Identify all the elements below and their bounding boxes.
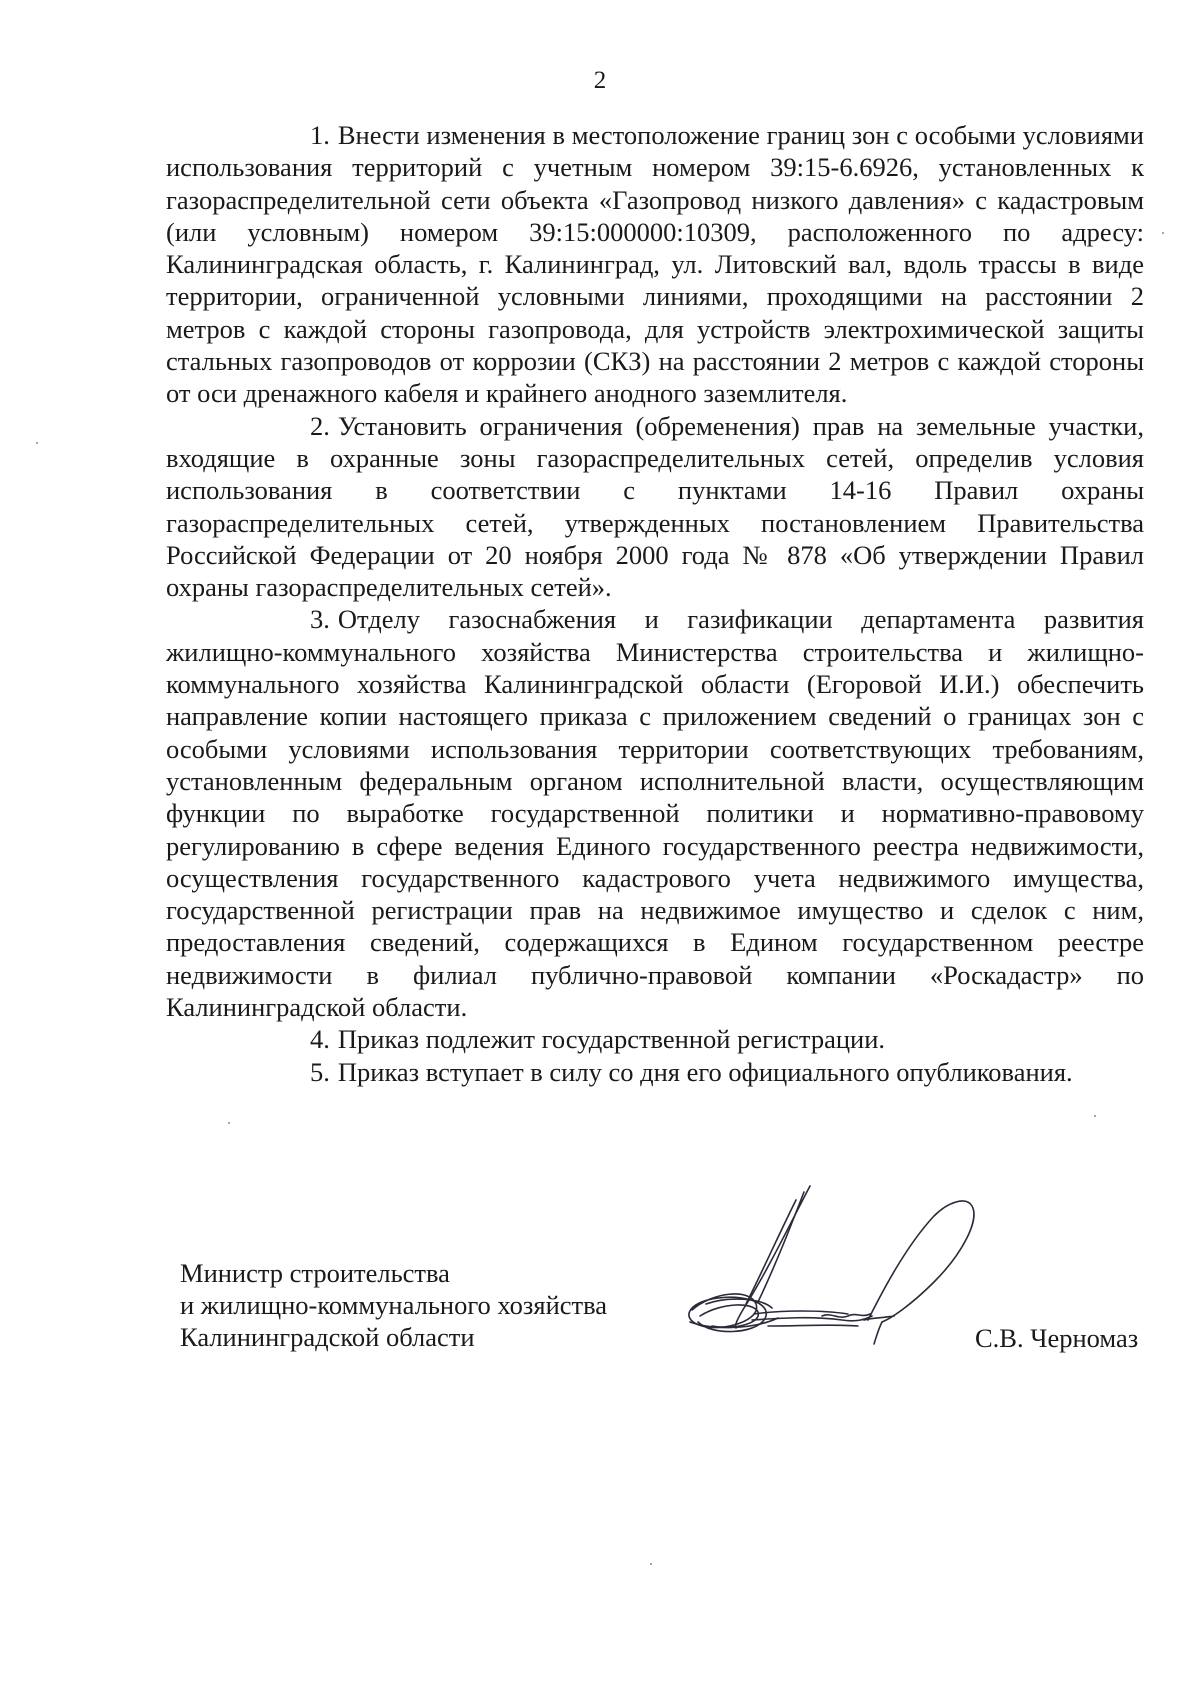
item-text: Приказ подлежит государственной регистрации.: [337, 1024, 886, 1055]
signatory-title-line: Министр строительства: [180, 1258, 450, 1288]
item-number: 2.: [310, 410, 330, 441]
signatory-title: [180, 1257, 607, 1353]
order-body: [166, 119, 1144, 1088]
scan-speck: [1162, 232, 1164, 234]
item-text: Установить ограничения (обременения) прав на земельные участки, входящие в охранные зоны газораспределительных сетей, определив условия использования в соответствии с пунктами 14-16 Правил охраны газораспределительных сетей, утвержденных постановлением Правительства Российской Федерации от 20 ноября 2000 года № 878 «Об утверждении Правил охраны газораспределительных сетей».: [166, 410, 1144, 603]
scan-speck: [1094, 1115, 1096, 1117]
item-number: 1.: [310, 120, 330, 150]
scan-speck: [650, 1563, 652, 1565]
item-number: 4.: [310, 1024, 330, 1055]
scan-speck: [228, 1122, 230, 1124]
item-text: Отделу газоснабжения и газификации департамента развития жилищно-коммунального хозяйства Министерства строительства и жилищно-коммунального хозяйства Калининградской области (Егоровой И.И.) обеспечить направление копии настоящего приказа с приложением сведений о границах зон с особыми условиями использования территории соответствующих требованиям, установленным федеральным органом исполнительной власти, осуществляющим функции по выработке государственной политики и нормативно-правовому регулированию в сфере ведения Единого государственного реестра недвижимости, осуществления государственного кадастрового учета недвижимого имущества, государственной регистрации прав на недвижимое имущество и сделок с ним, предоставления сведений, содержащихся в Едином государственном реестре недвижимости в филиал публично-правовой компании «Роскадастр» по Калининградской области.: [166, 604, 1144, 1023]
page-number: 2: [593, 67, 607, 94]
signatory-title-line: и жилищно-коммунального хозяйства: [180, 1290, 608, 1320]
signatory-name: С.В. Черномаз: [975, 1323, 1139, 1353]
order-item-3: [166, 603, 1144, 1023]
signatory-title-line: Калининградской области: [180, 1322, 475, 1352]
scan-speck: [36, 442, 38, 444]
handwritten-signature: [672, 1180, 982, 1360]
order-item-4: [166, 1023, 1144, 1055]
item-number: 3.: [310, 604, 330, 635]
order-item-2: [166, 410, 1144, 604]
order-item-1: [166, 119, 1144, 410]
item-text: Внести изменения в местоположение границ зон с особыми условиями использования территорий с учетным номером 39:15-6.6926, установленных к газораспределительной сети объекта «Газопровод низкого давления» с кадастровым (или условным) номером 39:15:000000:10309, расположенного по адресу: Калининградская область, г. Калининград, ул. Литовский вал, вдоль трассы в виде территории, ограниченной условными линиями, проходящими на расстоянии 2 метров с каждой стороны газопровода, для устройств электрохимической защиты стальных газопроводов от коррозии (СКЗ) на расстоянии 2 метров с каждой стороны от оси дренажного кабеля и крайнего анодного заземлителя.: [166, 120, 1144, 409]
item-text: Приказ вступает в силу со дня его официального опубликования.: [337, 1056, 1073, 1087]
item-number: 5.: [310, 1056, 330, 1087]
order-item-5: [166, 1056, 1144, 1088]
